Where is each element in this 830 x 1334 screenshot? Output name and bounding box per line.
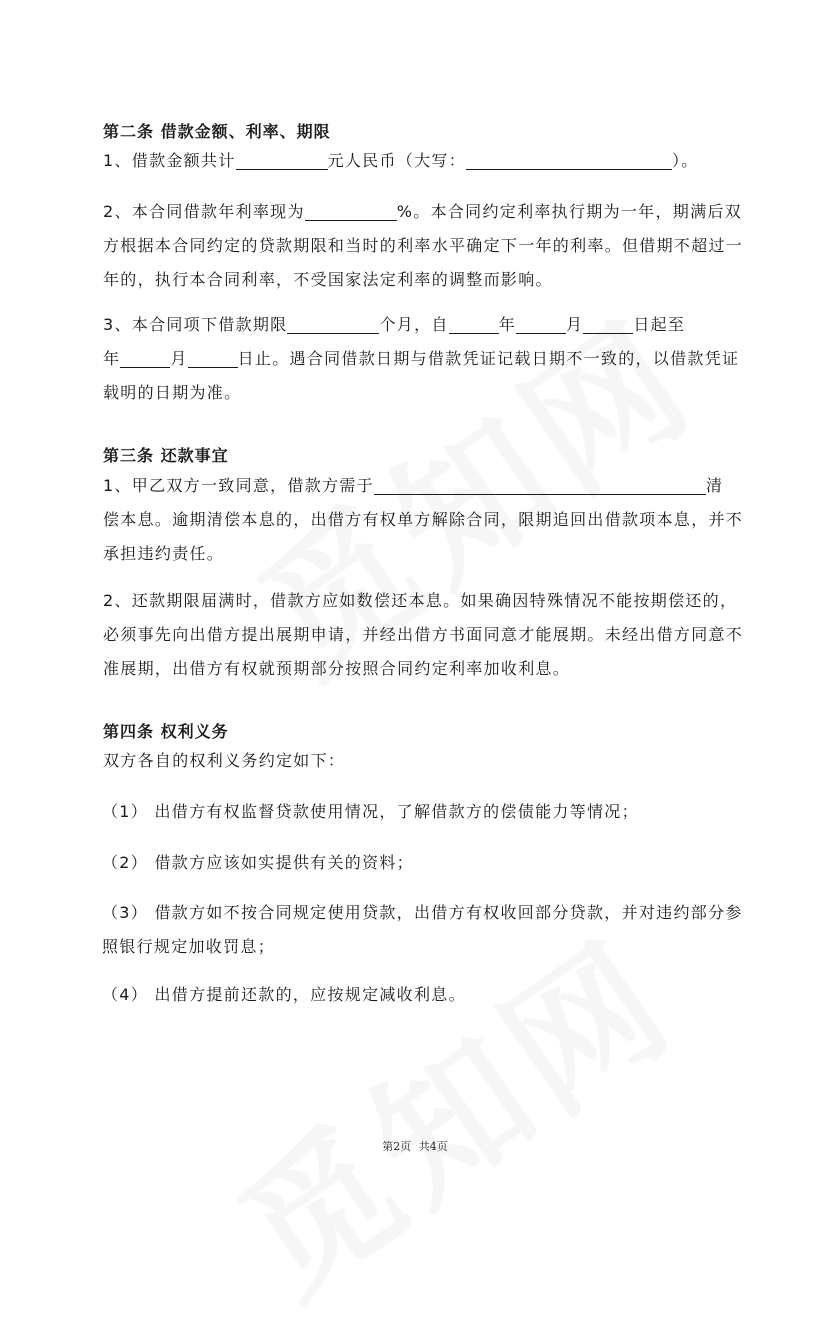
section4-title: 第四条 权利义务 — [103, 722, 229, 741]
section2-clause1: 1、借款金额共计 元人民币（大写： ）。 — [103, 151, 699, 170]
interest-rate-blank[interactable] — [305, 202, 397, 221]
amount-blank[interactable] — [236, 151, 328, 170]
section2-title: 第二条 借款金额、利率、期限 — [103, 122, 331, 141]
end-month-blank[interactable] — [120, 349, 170, 368]
section3-clause2: 2、还款期限届满时，借款方应如数偿还本息。如果确因特殊情况不能按期偿还的， 必须事先向出借方提出展期申请，并经出借方书面同意才能展期。未经出借方同意不 准展期，出借方有权就预期部分按照合同约定利率加收利息。 — [103, 591, 744, 678]
section2-clause3: 3、本合同项下借款期限 个月，自 年 月 日起至 年 月 日止。遇合同借款日期与借款凭证记载日期不一致的，以借款凭证 载明的日期为准。 — [103, 315, 740, 402]
loan-term-blank[interactable] — [287, 315, 379, 334]
section4-item-4: （4） 出借方提前还款的，应按规定减收利息。 — [102, 985, 466, 1004]
page-total: 共4页 — [418, 1140, 448, 1153]
section2-clause2: 2、本合同借款年利率现为 %。本合同约定利率执行期为一年，期满后双 方根据本合同约定的贷款期限和当时的利率水平确定下一年的利率。但借期不超过一 年的，执行本合同利率，不受国家法定利率的调整而影响。 — [103, 202, 744, 289]
page-footer — [0, 1138, 830, 1154]
section4-intro: 双方各自的权利义务约定如下： — [103, 751, 346, 770]
section4-item-3: （3） 借款方如不按合同规定使用贷款，出借方有权收回部分贷款，并对违约部分参 照银行规定加收罚息； — [102, 903, 743, 956]
start-day-blank[interactable] — [583, 315, 633, 334]
start-year-blank[interactable] — [449, 315, 499, 334]
section4-item-2: （2） 借款方应该如实提供有关的资料； — [102, 853, 414, 872]
end-day-blank[interactable] — [188, 349, 238, 368]
section4-item-1: （1） 出借方有权监督贷款使用情况，了解借款方的偿债能力等情况； — [102, 802, 639, 821]
repayment-date-blank[interactable] — [374, 476, 706, 495]
start-month-blank[interactable] — [516, 315, 566, 334]
page-number: 第2页 — [382, 1140, 412, 1153]
section3-clause1: 1、甲乙双方一致同意，借款方需于 清 偿本息。逾期清偿本息的，出借方有权单方解除合同，限期追回出借款项本息，并不 承担违约责任。 — [103, 476, 744, 563]
amount-uppercase-blank[interactable] — [466, 151, 672, 170]
section3-title: 第三条 还款事宜 — [103, 446, 229, 465]
